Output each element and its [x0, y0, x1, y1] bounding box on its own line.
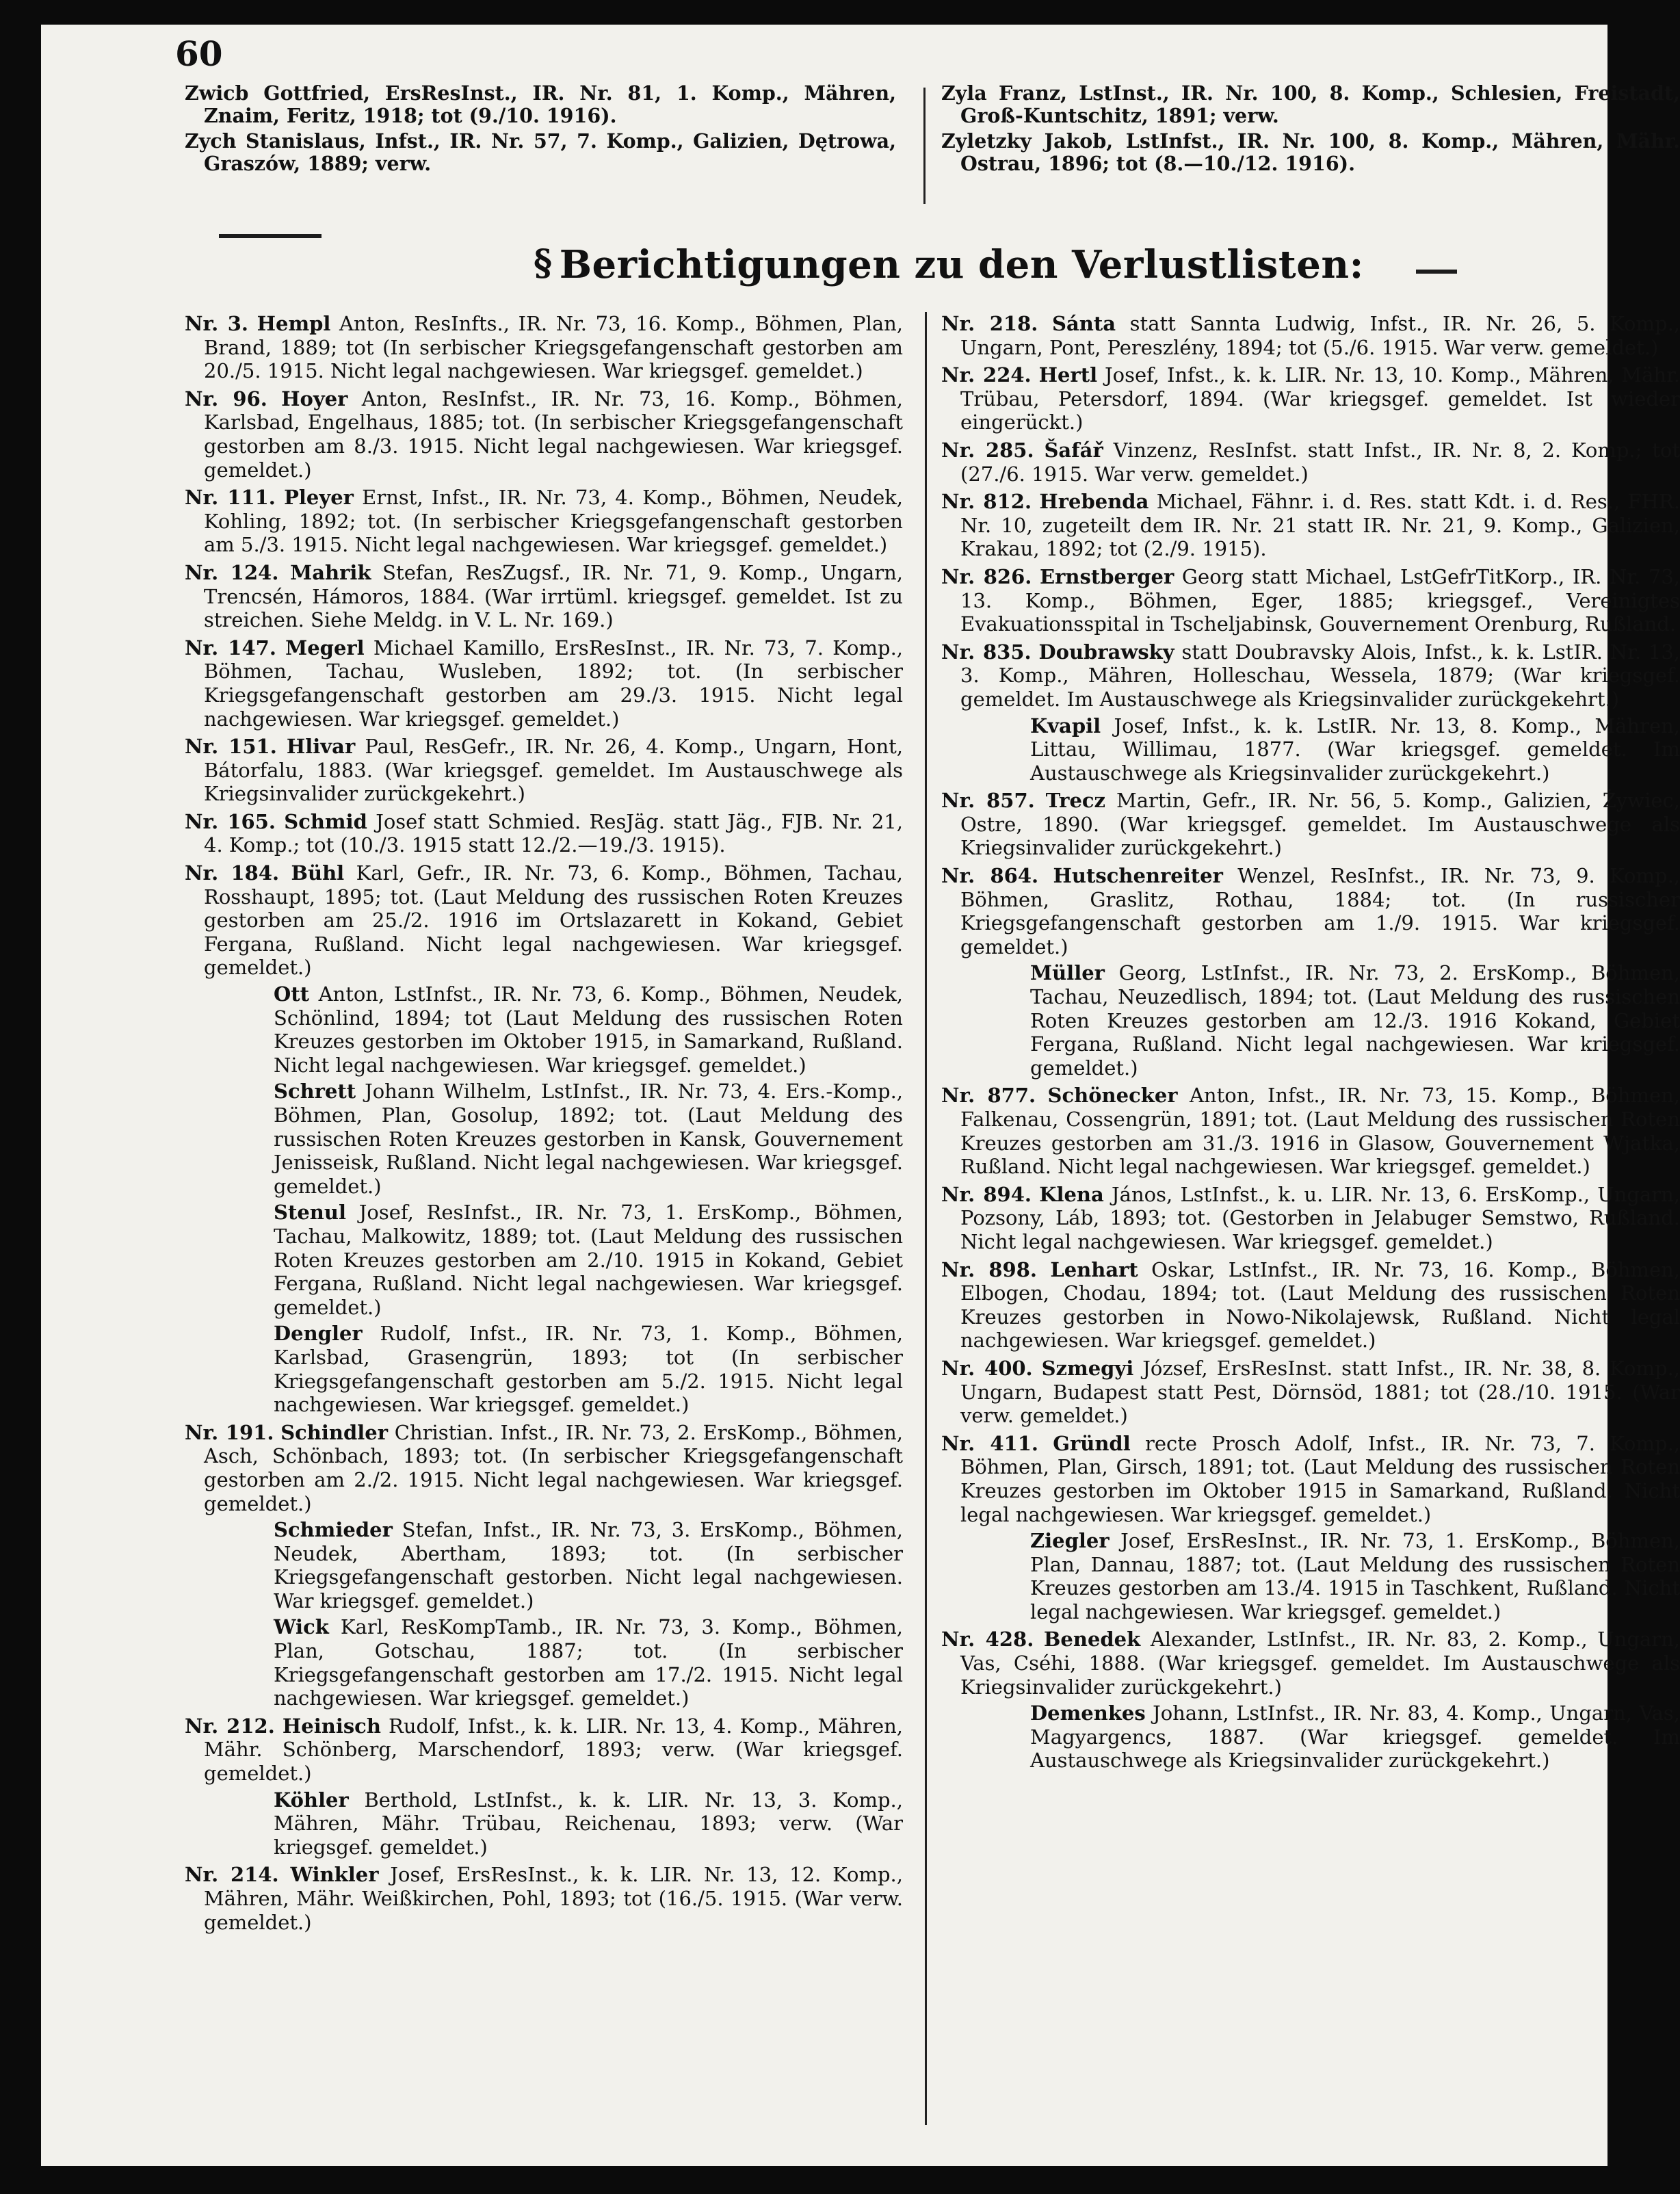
entry-surname: Ziegler — [1030, 1529, 1110, 1553]
entry-number: Nr. 218. — [941, 312, 1038, 335]
list-item — [185, 486, 903, 557]
entry-surname: Hertl — [1038, 363, 1098, 387]
entry-text: Berthold, LstInfst., k. k. LIR. Nr. 13, 3. Komp., Mähren, Mähr. Trübau, Reichenau, 1893; verw. (War kriegsgef. gemeldet.) — [274, 1788, 903, 1859]
column-divider — [925, 312, 927, 2125]
entry-surname: Hoyer — [281, 387, 348, 410]
top-continuation — [185, 81, 1680, 219]
list-item — [941, 640, 1680, 711]
entry-number: Nr. 835. — [941, 640, 1032, 664]
entry-surname: Gründl — [1053, 1431, 1131, 1455]
entry-text: Rudolf, Infst., k. k. LIR. Nr. 13, 4. Komp., Mähren, Mähr. Schönberg, Marschendorf, 1893; verw. (War kriegsgef. gemeldet.) — [204, 1714, 904, 1786]
entry-number: Nr. 151. — [185, 735, 277, 759]
entry-text: Karl, ResKompTamb., IR. Nr. 73, 3. Komp., Böhmen, Plan, Gotschau, 1887; tot. (In serbischer Kriegsgefangenschaft gestorben am 17./2. 1915. Nicht legal nachgewiesen. War kriegsgef. gemeldet.) — [274, 1615, 903, 1710]
top-right-column — [941, 82, 1680, 178]
entry-number: Nr. 3. — [185, 312, 248, 335]
entry-number: Nr. 165. — [185, 809, 276, 833]
entry-text: statt Doubravsky Alois, Infst., k. k. LstIR. Nr. 13, 3. Komp., Mähren, Holleschau, Wessela, 1879; (War kriegsgef. gemeldet. Im Austauschwege als Kriegsinvalider zurückgekehrt.) — [960, 640, 1680, 711]
section-heading-text: Berichtigungen zu den Verlustlisten: — [559, 242, 1364, 287]
document-page — [41, 25, 1680, 2166]
page-number: 60 — [175, 34, 223, 74]
list-item — [185, 1421, 903, 1515]
entry-surname: Schindler — [280, 1420, 389, 1444]
entry-surname: Schrett — [274, 1080, 356, 1103]
list-item — [941, 1357, 1680, 1428]
entry-text: Anton, LstInfst., IR. Nr. 73, 6. Komp., Böhmen, Neudek, Schönlind, 1894; tot (Laut Meldung des russischen Roten Kreuzes gestorben im Oktober 1915, in Samarkand, Rußland. Nicht legal nachgewiesen. War kriegsgef. gemeldet.) — [274, 982, 904, 1077]
entry-surname: Ott — [274, 982, 310, 1006]
entry-number: Nr. 96. — [185, 387, 267, 410]
entry-surname: Köhler — [274, 1788, 349, 1812]
list-item — [185, 1863, 903, 1934]
entry-text: Anton, ResInfts., IR. Nr. 73, 16. Komp., Böhmen, Plan, Brand, 1889; tot (In serbischer Kriegsgefangenschaft gestorben am 20./5. 1915. Nicht legal nachgewiesen. War kriegsgef. gemeldet.) — [204, 312, 904, 383]
entry-surname: Schmieder — [274, 1518, 393, 1542]
entry-text: Oskar, LstInfst., IR. Nr. 73, 16. Komp., Böhmen, Elbogen, Chodau, 1894; tot. (Laut Meldung des russischen Roten Kreuzes gestorben in Nowo-Nikolajewsk, Rußland. Nicht legal nachgewiesen. War kriegsgef. gemeldet.) — [960, 1257, 1680, 1353]
list-item — [941, 1701, 1680, 1773]
entry-text: Josef, Infst., k. k. LstIR. Nr. 13, 8. Komp., Mähren, Littau, Willimau, 1877. (War kriegsgef. gemeldet. Im Austauschwege als Kriegsinvalider zurückgekehrt.) — [1030, 714, 1680, 785]
top-entry: Zych Stanislaus, Infst., IR. Nr. 57, 7. Komp., Galizien, Dętrowa, Graszów, 1889; verw. — [185, 129, 896, 175]
entry-surname: Megerl — [285, 636, 365, 659]
heading-rule — [1416, 270, 1457, 274]
list-item — [941, 714, 1680, 785]
entry-surname: Müller — [1030, 961, 1105, 985]
entry-surname: Stenul — [274, 1201, 346, 1225]
list-item — [185, 561, 903, 632]
left-column — [185, 312, 903, 1938]
entry-text: statt Sannta Ludwig, Infst., IR. Nr. 26, 5. Komp., Ungarn, Pont, Pereszlény, 1894; tot (5./6. 1915. War verw. gemeldet.) — [960, 312, 1680, 359]
entry-text: Paul, ResGefr., IR. Nr. 26, 4. Komp., Ungarn, Hont, Bátorfalu, 1883. (War kriegsgef. gemeldet. Im Austauschwege als Kriegsinvalider zurückgekehrt.) — [204, 735, 904, 806]
list-item — [941, 864, 1680, 958]
entry-surname: Schönecker — [1047, 1084, 1178, 1108]
entry-number: Nr. 898. — [941, 1257, 1038, 1281]
entry-number: Nr. 826. — [941, 564, 1032, 588]
entry-surname: Heinisch — [282, 1714, 381, 1738]
entry-number: Nr. 411. — [941, 1431, 1038, 1455]
list-item — [941, 961, 1680, 1080]
list-item — [941, 565, 1680, 636]
entry-text: Vinzenz, ResInfst. statt Infst., IR. Nr. 8, 2. Komp.; tot (27./6. 1915. War verw. gemeldet.) — [960, 438, 1680, 486]
entry-number: Nr. 224. — [941, 363, 1032, 387]
entry-text: Ernst, Infst., IR. Nr. 73, 4. Komp., Böhmen, Neudek, Kohling, 1892; tot. (In serbischer Kriegsgefangenschaft gestorben am 5./3. 1915. Nicht legal nachgewiesen. War kriegsgef. gemeldet.) — [204, 486, 904, 557]
entry-number: Nr. 147. — [185, 636, 276, 659]
entry-text: Michael Kamillo, ErsResInst., IR. Nr. 73, 7. Komp., Böhmen, Tachau, Wusleben, 1892; tot. (In serbischer Kriegsgefangenschaft gestorben am 29./3. 1915. Nicht legal nachgewiesen. War kriegsgef. gemeldet.) — [204, 636, 904, 731]
entry-number: Nr. 214. — [185, 1863, 279, 1887]
list-item — [185, 1788, 903, 1859]
right-column — [941, 312, 1680, 1777]
entry-surname: Hlivar — [286, 735, 356, 759]
entry-number: Nr. 400. — [941, 1356, 1033, 1380]
entry-text: Karl, Gefr., IR. Nr. 73, 6. Komp., Böhmen, Tachau, Rosshaupt, 1895; tot. (Laut Meldung des russischen Roten Kreuzes gestorben am 25./2. 1916 im Ortslazarett in Kokand, Gebiet Fergana, Rußland. Nicht legal nachgewiesen. War kriegsgef. gemeldet.) — [204, 861, 904, 980]
entry-surname: Szmegyi — [1041, 1356, 1134, 1380]
top-left-column — [185, 82, 896, 178]
entry-number: Nr. 111. — [185, 486, 276, 510]
entry-surname: Hutschenreiter — [1053, 864, 1223, 888]
top-entry: Zyla Franz, LstInst., IR. Nr. 100, 8. Komp., Schlesien, Freistadt, Groß-Kuntschitz, 1891; verw. — [941, 81, 1680, 127]
entry-surname: Ernstberger — [1040, 564, 1174, 588]
list-item — [941, 312, 1680, 359]
entry-surname: Hempl — [257, 312, 331, 335]
list-item — [185, 387, 903, 482]
entry-number: Nr. 285. — [941, 438, 1034, 462]
entry-text: Josef, ErsResInst., IR. Nr. 73, 1. ErsKomp., Böhmen, Plan, Dannau, 1887; tot. (Laut Meldung des russischen Roten Kreuzes gestorben am 13./4. 1915 in Taschkent, Rußland. Nicht legal nachgewiesen. War kriegsgef. gemeldet.) — [1030, 1529, 1680, 1623]
entry-text: Christian. Infst., IR. Nr. 73, 2. ErsKomp., Böhmen, Asch, Schönbach, 1893; tot. (In serbischer Kriegsgefangenschaft gestorben am 2./2. 1915. Nicht legal nachgewiesen. War kriegsgef. gemeldet.) — [204, 1420, 904, 1515]
entry-text: Michael, Fähnr. i. d. Res. statt Kdt. i. d. Res., FHR. Nr. 10, zugeteilt dem IR. Nr. 21 statt IR. Nr. 21, 9. Komp., Galizien, Krakau, 1892; tot (2./9. 1915). — [960, 490, 1680, 561]
entry-number: Nr. 894. — [941, 1182, 1032, 1206]
list-item — [185, 810, 903, 857]
entry-text: Georg statt Michael, LstGefrTitKorp., IR. Nr. 73, 13. Komp., Böhmen, Eger, 1885; kriegsgef., Vereinigtes Evakuationsspital in Tscheljabinsk, Gouvernement Orenburg, Rußland. — [960, 564, 1680, 636]
list-item — [941, 789, 1680, 860]
list-item — [185, 1615, 903, 1710]
list-item — [185, 1080, 903, 1198]
section-heading — [534, 242, 1364, 287]
list-item — [941, 439, 1680, 486]
entry-surname: Hrebenda — [1039, 490, 1149, 514]
entry-surname: Dengler — [274, 1322, 363, 1346]
corrections-body — [185, 312, 1680, 2152]
list-item — [185, 312, 903, 383]
entry-text: Josef, Infst., k. k. LIR. Nr. 13, 10. Komp., Mähren, Mähr. Trübau, Petersdorf, 1894. (War kriegsgef. gemeldet. Ist wieder eingerückt.) — [960, 363, 1680, 434]
entry-surname: Demenkes — [1030, 1701, 1146, 1725]
entry-surname: Winkler — [290, 1863, 379, 1887]
entry-text: Josef statt Schmied. ResJäg. statt Jäg., FJB. Nr. 21, 4. Komp.; tot (10./3. 1915 statt 12./2.—19./3. 1915). — [204, 809, 904, 857]
list-item — [185, 636, 903, 731]
entry-text: Josef, ResInfst., IR. Nr. 73, 1. ErsKomp., Böhmen, Tachau, Malkowitz, 1889; tot. (Laut Meldung des russischen Roten Kreuzes gestorben am 2./10. 1915 in Kokand, Gebiet Fergana, Rußland. Nicht legal nachgewiesen. War kriegsgef. gemeldet.) — [274, 1201, 904, 1319]
entry-text: Johann, LstInfst., IR. Nr. 83, 4. Komp., Ungarn, Vas, Magyargencs, 1887. (War kriegsgef. gemeldet. Im Austauschwege als Kriegsinvalider zurückgekehrt.) — [1030, 1701, 1680, 1773]
entry-surname: Trecz — [1045, 789, 1106, 813]
entry-text: János, LstInfst., k. u. LIR. Nr. 13, 6. ErsKomp., Ungarn, Pozsony, Láb, 1893; tot. (Gestorben in Jelabuger Semstwo, Rußland. Nicht legal nachgewiesen. War kriegsgef. gemeldet.) — [960, 1182, 1680, 1253]
entry-text: Wenzel, ResInfst., IR. Nr. 73, 9. Komp., Böhmen, Graslitz, Rothau, 1884; tot. (In russischer Kriegsgefangenschaft gestorben am 1./9. 1915. War kriegsgef. gemeldet.) — [960, 864, 1680, 958]
entry-number: Nr. 877. — [941, 1084, 1036, 1108]
list-item — [185, 982, 903, 1077]
entry-number: Nr. 184. — [185, 861, 280, 885]
list-item — [941, 1084, 1680, 1178]
entry-text: József, ErsResInst. statt Infst., IR. Nr. 38, 8. Komp., Ungarn, Budapest statt Pest, Dörnsöd, 1881; tot (28./10. 1915. (War verw. gemeldet.) — [960, 1356, 1680, 1428]
decorative-section-icon: § — [534, 242, 553, 284]
entry-number: Nr. 864. — [941, 864, 1039, 888]
entry-number: Nr. 857. — [941, 789, 1035, 813]
list-item — [185, 1322, 903, 1416]
list-item — [185, 735, 903, 806]
entry-text: Anton, Infst., IR. Nr. 73, 15. Komp., Böhmen, Falkenau, Cossengrün, 1891; tot. (Laut Meldung des russischen Roten Kreuzes gestorben am 31./3. 1916 in Glasow, Gouvernement Wjatka, Rußland. Nicht legal nachgewiesen. War kriegsgef. gemeldet.) — [960, 1084, 1680, 1179]
entry-number: Nr. 212. — [185, 1714, 275, 1738]
entry-surname: Lenhart — [1050, 1257, 1138, 1281]
list-item — [941, 490, 1680, 561]
section-heading-row — [178, 228, 1580, 297]
list-item — [185, 1201, 903, 1319]
entry-number: Nr. 428. — [941, 1628, 1034, 1651]
list-item — [941, 1628, 1680, 1699]
top-entry: Zyletzky Jakob, LstInfst., IR. Nr. 100, 8. Komp., Mähren, Mähr. Ostrau, 1896; tot (8.—10./12. 1916). — [941, 129, 1680, 175]
entry-text: Josef, ErsResInst., k. k. LIR. Nr. 13, 12. Komp., Mähren, Mähr. Weißkirchen, Pohl, 1893; tot (16./5. 1915. (War verw. gemeldet.) — [204, 1863, 903, 1934]
entry-surname: Schmid — [284, 809, 367, 833]
list-item — [941, 363, 1680, 434]
entry-surname: Benedek — [1043, 1628, 1141, 1651]
heading-rule — [219, 234, 321, 238]
entry-surname: Bühl — [291, 861, 345, 885]
entry-number: Nr. 124. — [185, 560, 279, 584]
entry-text: Anton, ResInfst., IR. Nr. 73, 16. Komp., Böhmen, Karlsbad, Engelhaus, 1885; tot. (In serbischer Kriegsgefangenschaft gestorben am 8./3. 1915. Nicht legal nachgewiesen. War kriegsgef. gemeldet.) — [204, 387, 904, 482]
entry-text: Stefan, Infst., IR. Nr. 73, 3. ErsKomp., Böhmen, Neudek, Abertham, 1893; tot. (In serbischer Kriegsgefangenschaft gestorben. Nicht legal nachgewiesen. War kriegsgef. gemeldet.) — [274, 1518, 903, 1612]
entry-text: Johann Wilhelm, LstInfst., IR. Nr. 73, 4. Ers.-Komp., Böhmen, Plan, Gosolup, 1892; tot. (Laut Meldung des russischen Roten Kreuzes gestorben in Kansk, Gouvernement Jenisseisk, Rußland. Nicht legal nachgewiesen. War kriegsgef. gemeldet.) — [274, 1080, 903, 1198]
entry-text: Alexander, LstInfst., IR. Nr. 83, 2. Komp., Ungarn, Vas, Cséhi, 1888. (War kriegsgef. gemeldet. Im Austauschwege als Kriegsinvalider zurückgekehrt.) — [960, 1628, 1680, 1699]
list-item — [185, 861, 903, 980]
list-item — [941, 1432, 1680, 1526]
entry-surname: Šafář — [1044, 438, 1103, 462]
entry-number: Nr. 812. — [941, 490, 1032, 514]
list-item — [941, 1258, 1680, 1353]
entry-surname: Kvapil — [1030, 714, 1101, 737]
entry-surname: Mahrik — [290, 560, 371, 584]
list-item — [941, 1529, 1680, 1623]
list-item — [185, 1714, 903, 1786]
column-divider — [923, 88, 926, 204]
entry-text: Georg, LstInfst., IR. Nr. 73, 2. ErsKomp., Böhmen, Tachau, Neuzedlisch, 1894; tot. (Laut Meldung des russischen Roten Kreuzes gestorben am 12./3. 1916 Kokand, Gebiet Fergana, Rußland. Nicht legal nachgewiesen. War kriegsgef. gemeldet.) — [1030, 961, 1680, 1080]
entry-surname: Klena — [1039, 1182, 1104, 1206]
entry-surname: Wick — [274, 1615, 329, 1639]
entry-surname: Doubrawsky — [1038, 640, 1174, 664]
entry-text: Rudolf, Infst., IR. Nr. 73, 1. Komp., Böhmen, Karlsbad, Grasengrün, 1893; tot (In serbischer Kriegsgefangenschaft gestorben am 5./2. 1915. Nicht legal nachgewiesen. War kriegsgef. gemeldet.) — [274, 1322, 904, 1417]
entry-text: Martin, Gefr., IR. Nr. 56, 5. Komp., Galizien, Żywiec, Ostre, 1890. (War kriegsgef. gemeldet. Im Austauschwege als Kriegsinvalider zurückgekehrt.) — [960, 789, 1680, 860]
entry-text: Stefan, ResZugsf., IR. Nr. 71, 9. Komp., Ungarn, Trencsén, Hámoros, 1884. (War irrtüml. kriegsgef. gemeldet. Ist zu streichen. Siehe Meldg. in V. L. Nr. 169.) — [204, 560, 904, 632]
list-item — [185, 1518, 903, 1612]
list-item — [941, 1183, 1680, 1254]
entry-surname: Pleyer — [284, 486, 354, 510]
top-entry: Zwicb Gottfried, ErsResInst., IR. Nr. 81, 1. Komp., Mähren, Znaim, Feritz, 1918; tot (9./10. 1916). — [185, 81, 896, 127]
entry-text: recte Prosch Adolf, Infst., IR. Nr. 73, 7. Komp., Böhmen, Plan, Girsch, 1891; tot. (Laut Meldung des russischen Roten Kreuzes gestorben im Oktober 1915 in Samarkand, Rußland. Nicht legal nachgewiesen. War kriegsgef. gemeldet.) — [960, 1431, 1680, 1526]
entry-number: Nr. 191. — [185, 1420, 274, 1444]
entry-surname: Sánta — [1052, 312, 1116, 335]
